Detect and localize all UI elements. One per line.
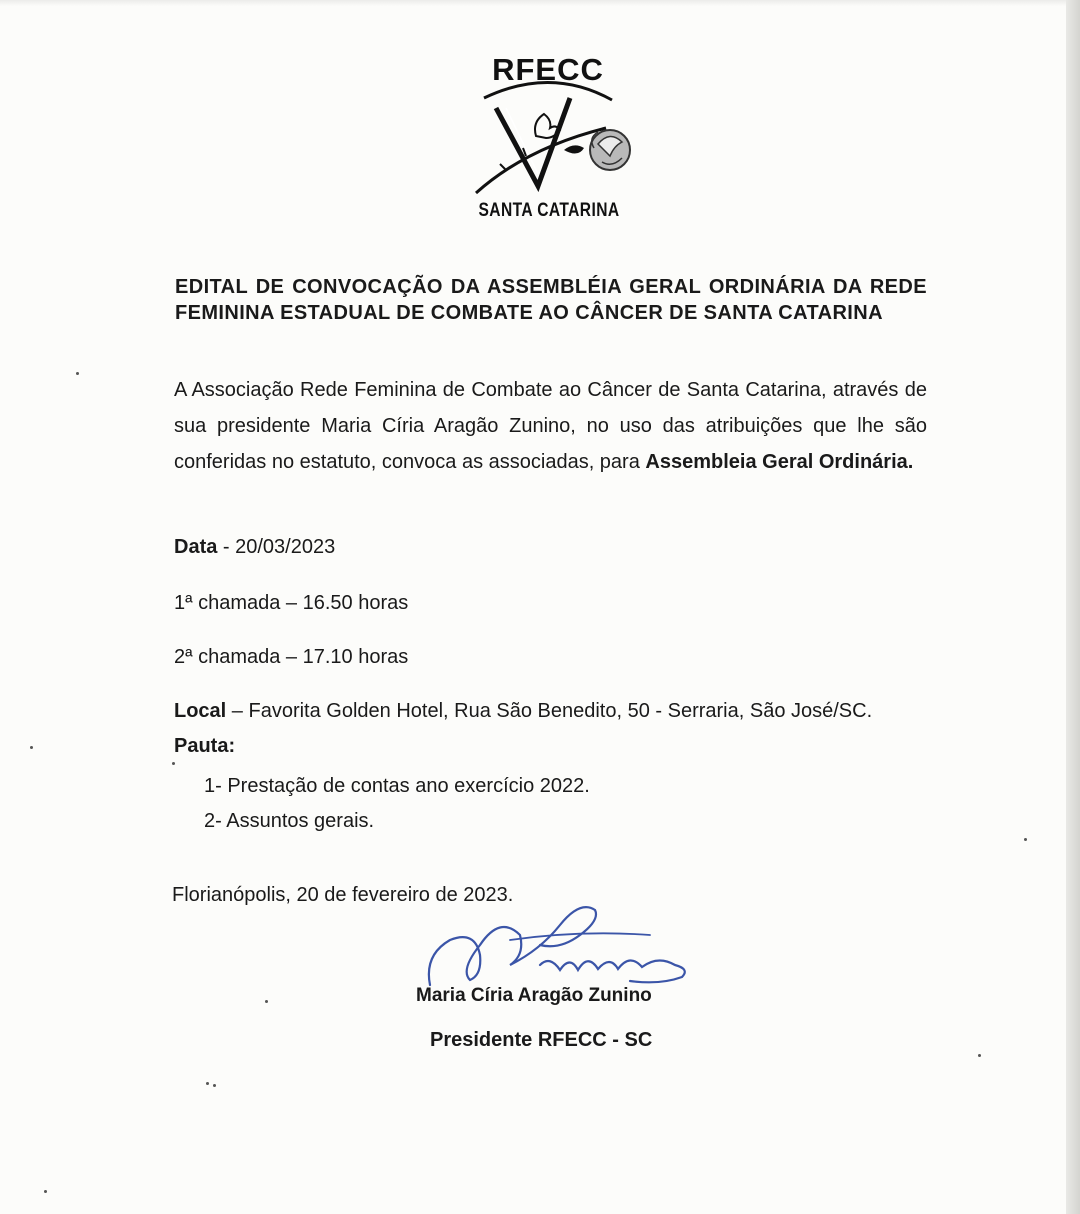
first-call-line: 1ª chamada – 16.50 horas [174, 592, 409, 614]
agenda-label: Pauta: [174, 735, 236, 757]
signer-name: Maria Círia Aragão Zunino [416, 985, 652, 1006]
location-line [174, 700, 872, 723]
location-label: Local [174, 700, 227, 722]
signer-role: Presidente RFECC - SC [430, 1029, 653, 1051]
scan-speck [172, 762, 175, 765]
document-title: EDITAL DE CONVOCAÇÃO DA ASSEMBLÉIA GERAL ORDINÁRIA DA REDE FEMININA ESTADUAL DE COMBATE AO CÂNCER DE SANTA CATARINA [175, 276, 927, 324]
scan-speck [30, 746, 33, 749]
logo-region: SANTA CATARINA [478, 200, 620, 221]
agenda-item: 1- Prestação de contas ano exercício 2022. [204, 775, 590, 797]
scan-speck [1024, 838, 1027, 841]
place-date: Florianópolis, 20 de fevereiro de 2023. [172, 884, 514, 906]
scan-speck [206, 1082, 209, 1085]
scan-speck [44, 1190, 47, 1193]
intro-bold-text: Assembleia Geral Ordinária. [645, 451, 914, 473]
location-value: – Favorita Golden Hotel, Rua São Benedito, 50 - Serraria, São José/SC. [226, 700, 873, 722]
intro-text: A Associação Rede Feminina de Combate ao Câncer de Santa Catarina, através de sua presidente Maria Círia Aragão Zunino, no uso das atribuições que lhe são conferidas no estatuto, convoca as associadas, para [174, 379, 927, 473]
scan-speck [76, 372, 79, 375]
date-line [174, 536, 335, 559]
scan-speck [978, 1054, 981, 1057]
second-call-line: 2ª chamada – 17.10 horas [174, 646, 409, 668]
scan-top-shadow [0, 0, 1066, 6]
date-label: Data [174, 536, 218, 558]
agenda-item: 2- Assuntos gerais. [204, 810, 375, 832]
scan-speck [265, 1000, 268, 1003]
date-value: - 20/03/2023 [217, 536, 336, 558]
logo-acronym: RFECC [492, 52, 604, 87]
scan-speck [213, 1084, 216, 1087]
scan-edge-shadow [1066, 0, 1080, 1214]
intro-paragraph [174, 372, 927, 480]
handwritten-signature [420, 895, 700, 995]
